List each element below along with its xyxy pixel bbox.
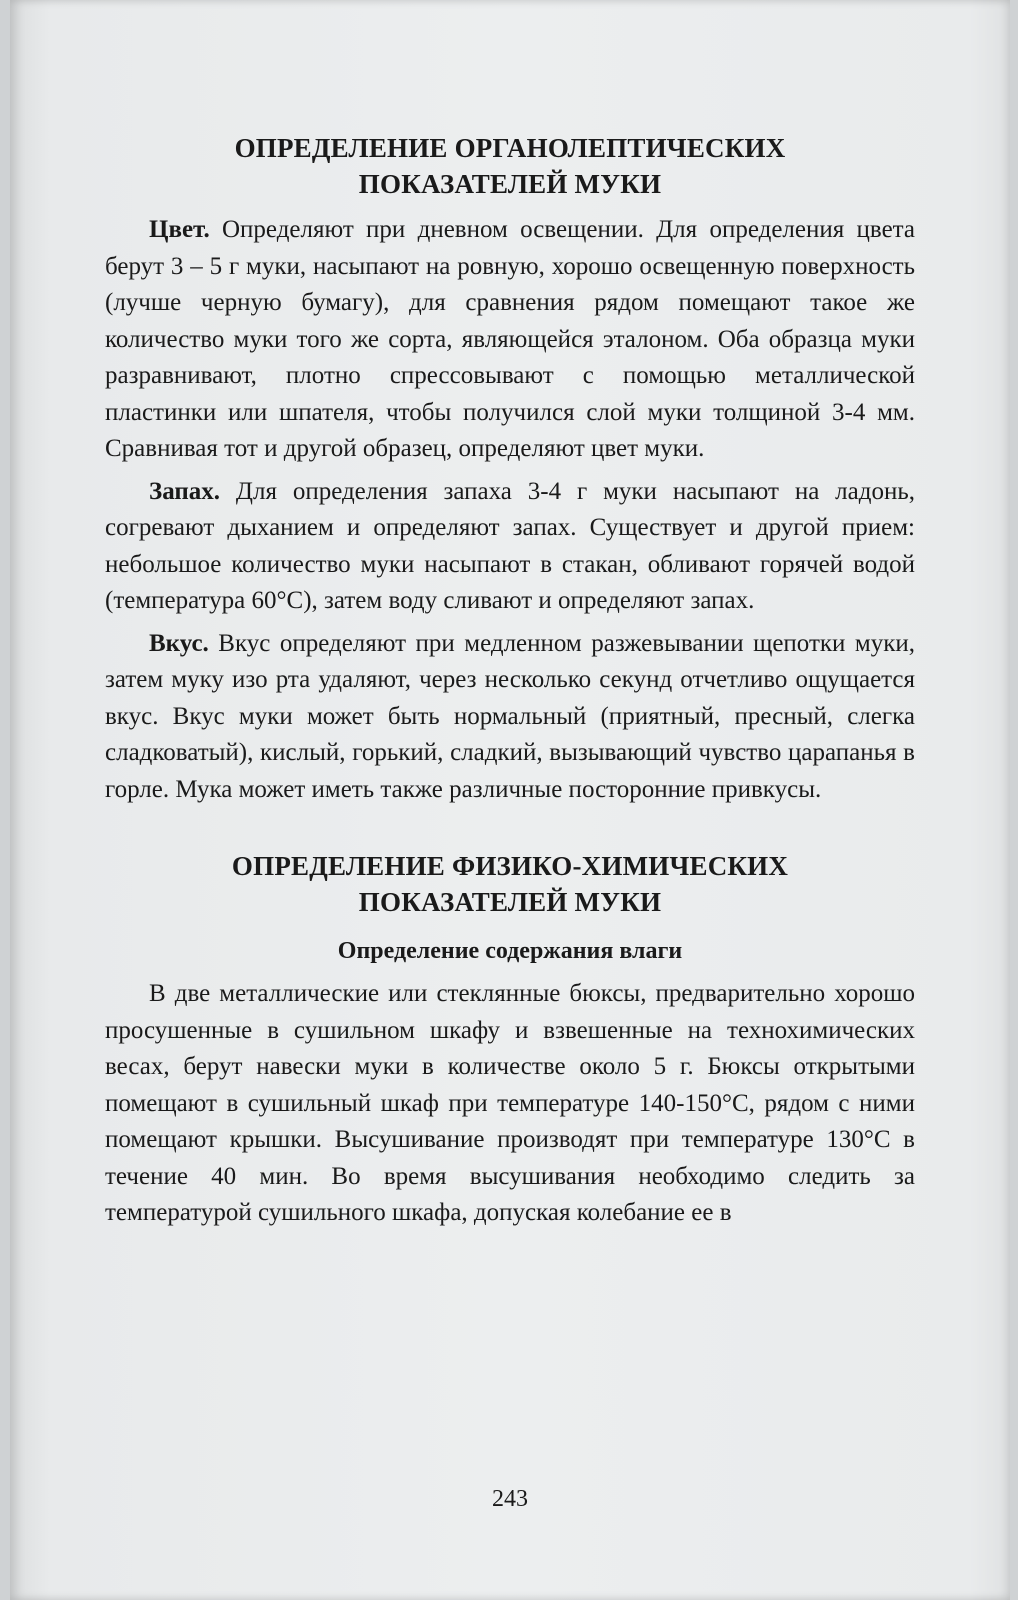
term-color: Цвет. [149,216,210,243]
heading-line: ПОКАЗАТЕЛЕЙ МУКИ [358,169,662,199]
page-text [105,130,915,1232]
term-taste: Вкус. [149,629,209,657]
heading-line: ПОКАЗАТЕЛЕЙ МУКИ [358,887,662,917]
paragraph-smell [105,474,915,620]
paragraph-taste [105,626,915,809]
paragraph-color [105,212,915,468]
book-page [10,0,1010,1600]
section-organoleptic-heading [105,130,915,202]
page-number: 243 [492,1486,528,1512]
paragraph-moisture: В две металлические или стеклянные бюксы, предварительно хорошо просушенные в сушильном шкафу и взвешенные на технохимических весах, берут навески муки в количестве около 5 г. Бюксы открытыми помещают в сушильный шкаф при температуре 140-150°С, рядом с ними помещают крышки. Высушивание производят при температуре 130°С в течение 40 мин. Во время высушивания необходимо следить за температурой сушильного шкафа, допуская колебание ее в [105,980,915,1226]
heading-line: ОПРЕДЕЛЕНИЕ ОРГАНОЛЕПТИЧЕСКИХ [234,133,786,163]
heading-line: ОПРЕДЕЛЕНИЕ ФИЗИКО-ХИМИЧЕСКИХ [231,851,789,881]
paragraph-text: Определяют при дневном освещении. Для определения цвета берут 3 – 5 г муки, насыпают на ровную, хорошо освещенную поверхность (лучше черную бумагу), для сравнения рядом помещают такое же количество муки того же сорта, являющейся эталоном. Оба образца муки разравнивают, плотно спрессовывают с помощью металлической пластинки или шпателя, чтобы получился слой муки толщиной 3-4 мм. Сравнивая тот и другой образец, определяют цвет муки. [105,216,915,462]
section-physchem-heading [105,848,915,920]
subheading-moisture: Определение содержания влаги [337,938,683,964]
paragraph-text: Для определения запаха 3-4 г муки насыпают на ладонь, согревают дыханием и определяют запах. Существует и другой прием: небольшое количество муки насыпают в стакан, обливают горячей водой (температура 60°С), затем воду сливают и определяют запах. [105,477,915,614]
paragraph-text: Вкус определяют при медленном разжевывании щепотки муки, затем муку изо рта удаляют, через несколько секунд отчетливо ощущается вкус. Вкус муки может быть нормальный (приятный, пресный, слегка сладковатый), кислый, горький, сладкий, вызывающий чувство царапанья в горле. Мука может иметь также различные посторонние привкусы. [105,629,915,803]
term-smell: Запах. [149,477,221,505]
